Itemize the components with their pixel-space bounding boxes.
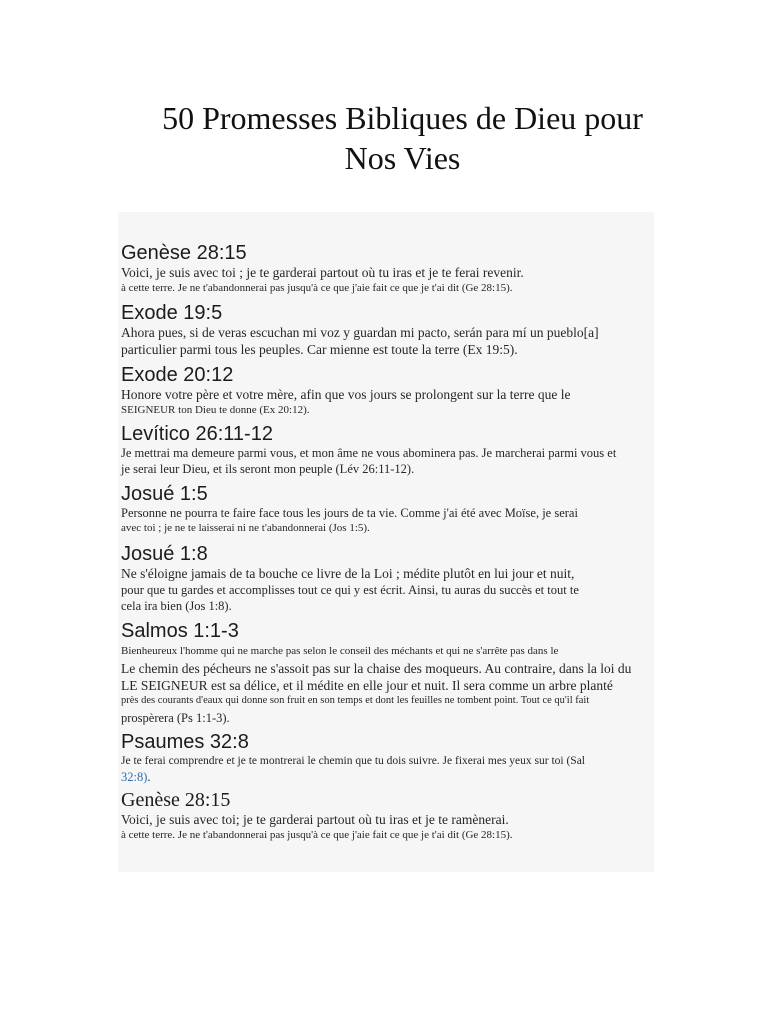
verse-entry	[121, 423, 654, 477]
link-suffix: .	[147, 770, 151, 784]
document-title-line-2: Nos Vies	[344, 140, 461, 176]
verse-line: Voici, je suis avec toi ; je te garderai partout où tu iras et je te ferai revenir.	[121, 265, 524, 280]
verse-line: Je te ferai comprendre et je te montrerai le chemin que tu dois suivre. Je fixerai mes yeux sur toi (Sal	[121, 755, 585, 767]
verse-line: près des courants d'eaux qui donne son fruit en son temps et dont les feuilles ne tombent point. Tout ce qu'il fait	[121, 695, 590, 706]
verse-line: SEIGNEUR ton Dieu te donne (Ex 20:12).	[121, 404, 310, 416]
verse-line: à cette terre. Je ne t'abandonnerai pas jusqu'à ce que j'aie fait ce que je t'ai dit (Ge 28:15).	[121, 829, 513, 841]
verse-line: prospèrera (Ps 1:1-3).	[121, 711, 230, 725]
verse-line: Le chemin des pécheurs ne s'assoit pas sur la chaise des moqueurs. Au contraire, dans la loi du	[121, 661, 632, 676]
verse-entry	[121, 242, 654, 295]
verse-line: Bienheureux l'homme qui ne marche pas selon le conseil des méchants et qui ne s'arrête pas dans le	[121, 645, 559, 657]
verse-entry	[121, 364, 654, 417]
verse-entry	[121, 543, 654, 614]
verse-reference: Levítico 26:11-12	[121, 423, 273, 445]
verse-reference: Exode 19:5	[121, 302, 223, 324]
verse-line: Ahora pues, si de veras escuchan mi voz y guardan mi pacto, serán para mí un pueblo[a]	[121, 325, 599, 340]
verse-entry	[121, 620, 654, 728]
verse-reference: Genèse 28:15	[121, 789, 231, 811]
verses-panel	[118, 212, 654, 872]
verse-line: Honore votre père et votre mère, afin que vos jours se prolongent sur la terre que le	[121, 387, 571, 402]
verse-entry	[121, 789, 654, 842]
verse-reference: Josué 1:8	[121, 543, 208, 565]
verse-reference: Salmos 1:1-3	[121, 620, 239, 642]
verse-entry	[121, 731, 654, 785]
verse-line: avec toi ; je ne te laisserai ni ne t'abandonnerai (Jos 1:5).	[121, 522, 370, 534]
verse-line: particulier parmi tous les peuples. Car mienne est toute la terre (Ex 19:5).	[121, 342, 518, 357]
verse-reference: Josué 1:5	[121, 483, 208, 505]
verse-line: pour que tu gardes et accomplisses tout ce qui y est écrit. Ainsi, tu auras du succès et tout te	[121, 583, 579, 597]
verse-line: cela ira bien (Jos 1:8).	[121, 599, 232, 613]
verse-line: LE SEIGNEUR est sa délice, et il médite en elle jour et nuit. Il sera comme un arbre planté	[121, 678, 613, 693]
verse-line	[121, 769, 654, 785]
verse-entry	[121, 483, 654, 535]
verse-reference: Exode 20:12	[121, 364, 234, 386]
scripture-link[interactable]: 32:8)	[121, 770, 148, 784]
verse-line: Ne s'éloigne jamais de ta bouche ce livre de la Loi ; médite plutôt en lui jour et nuit,	[121, 566, 575, 581]
verse-line: Je mettrai ma demeure parmi vous, et mon âme ne vous abominera pas. Je marcherai parmi vous et	[121, 446, 617, 460]
verse-entry	[121, 302, 654, 358]
verse-line: Voici, je suis avec toi; je te garderai partout où tu iras et je te ramènerai.	[121, 812, 509, 827]
verse-line: Personne ne pourra te faire face tous les jours de ta vie. Comme j'ai été avec Moïse, je serai	[121, 506, 578, 520]
verse-reference: Psaumes 32:8	[121, 731, 249, 753]
verse-line: je serai leur Dieu, et ils seront mon peuple (Lév 26:11-12).	[121, 462, 415, 476]
verse-reference: Genèse 28:15	[121, 242, 247, 264]
document-title-line-1: 50 Promesses Bibliques de Dieu pour	[162, 100, 643, 136]
document-title	[100, 98, 705, 178]
verse-line: à cette terre. Je ne t'abandonnerai pas jusqu'à ce que j'aie fait ce que je t'ai dit (Ge 28:15).	[121, 282, 513, 294]
